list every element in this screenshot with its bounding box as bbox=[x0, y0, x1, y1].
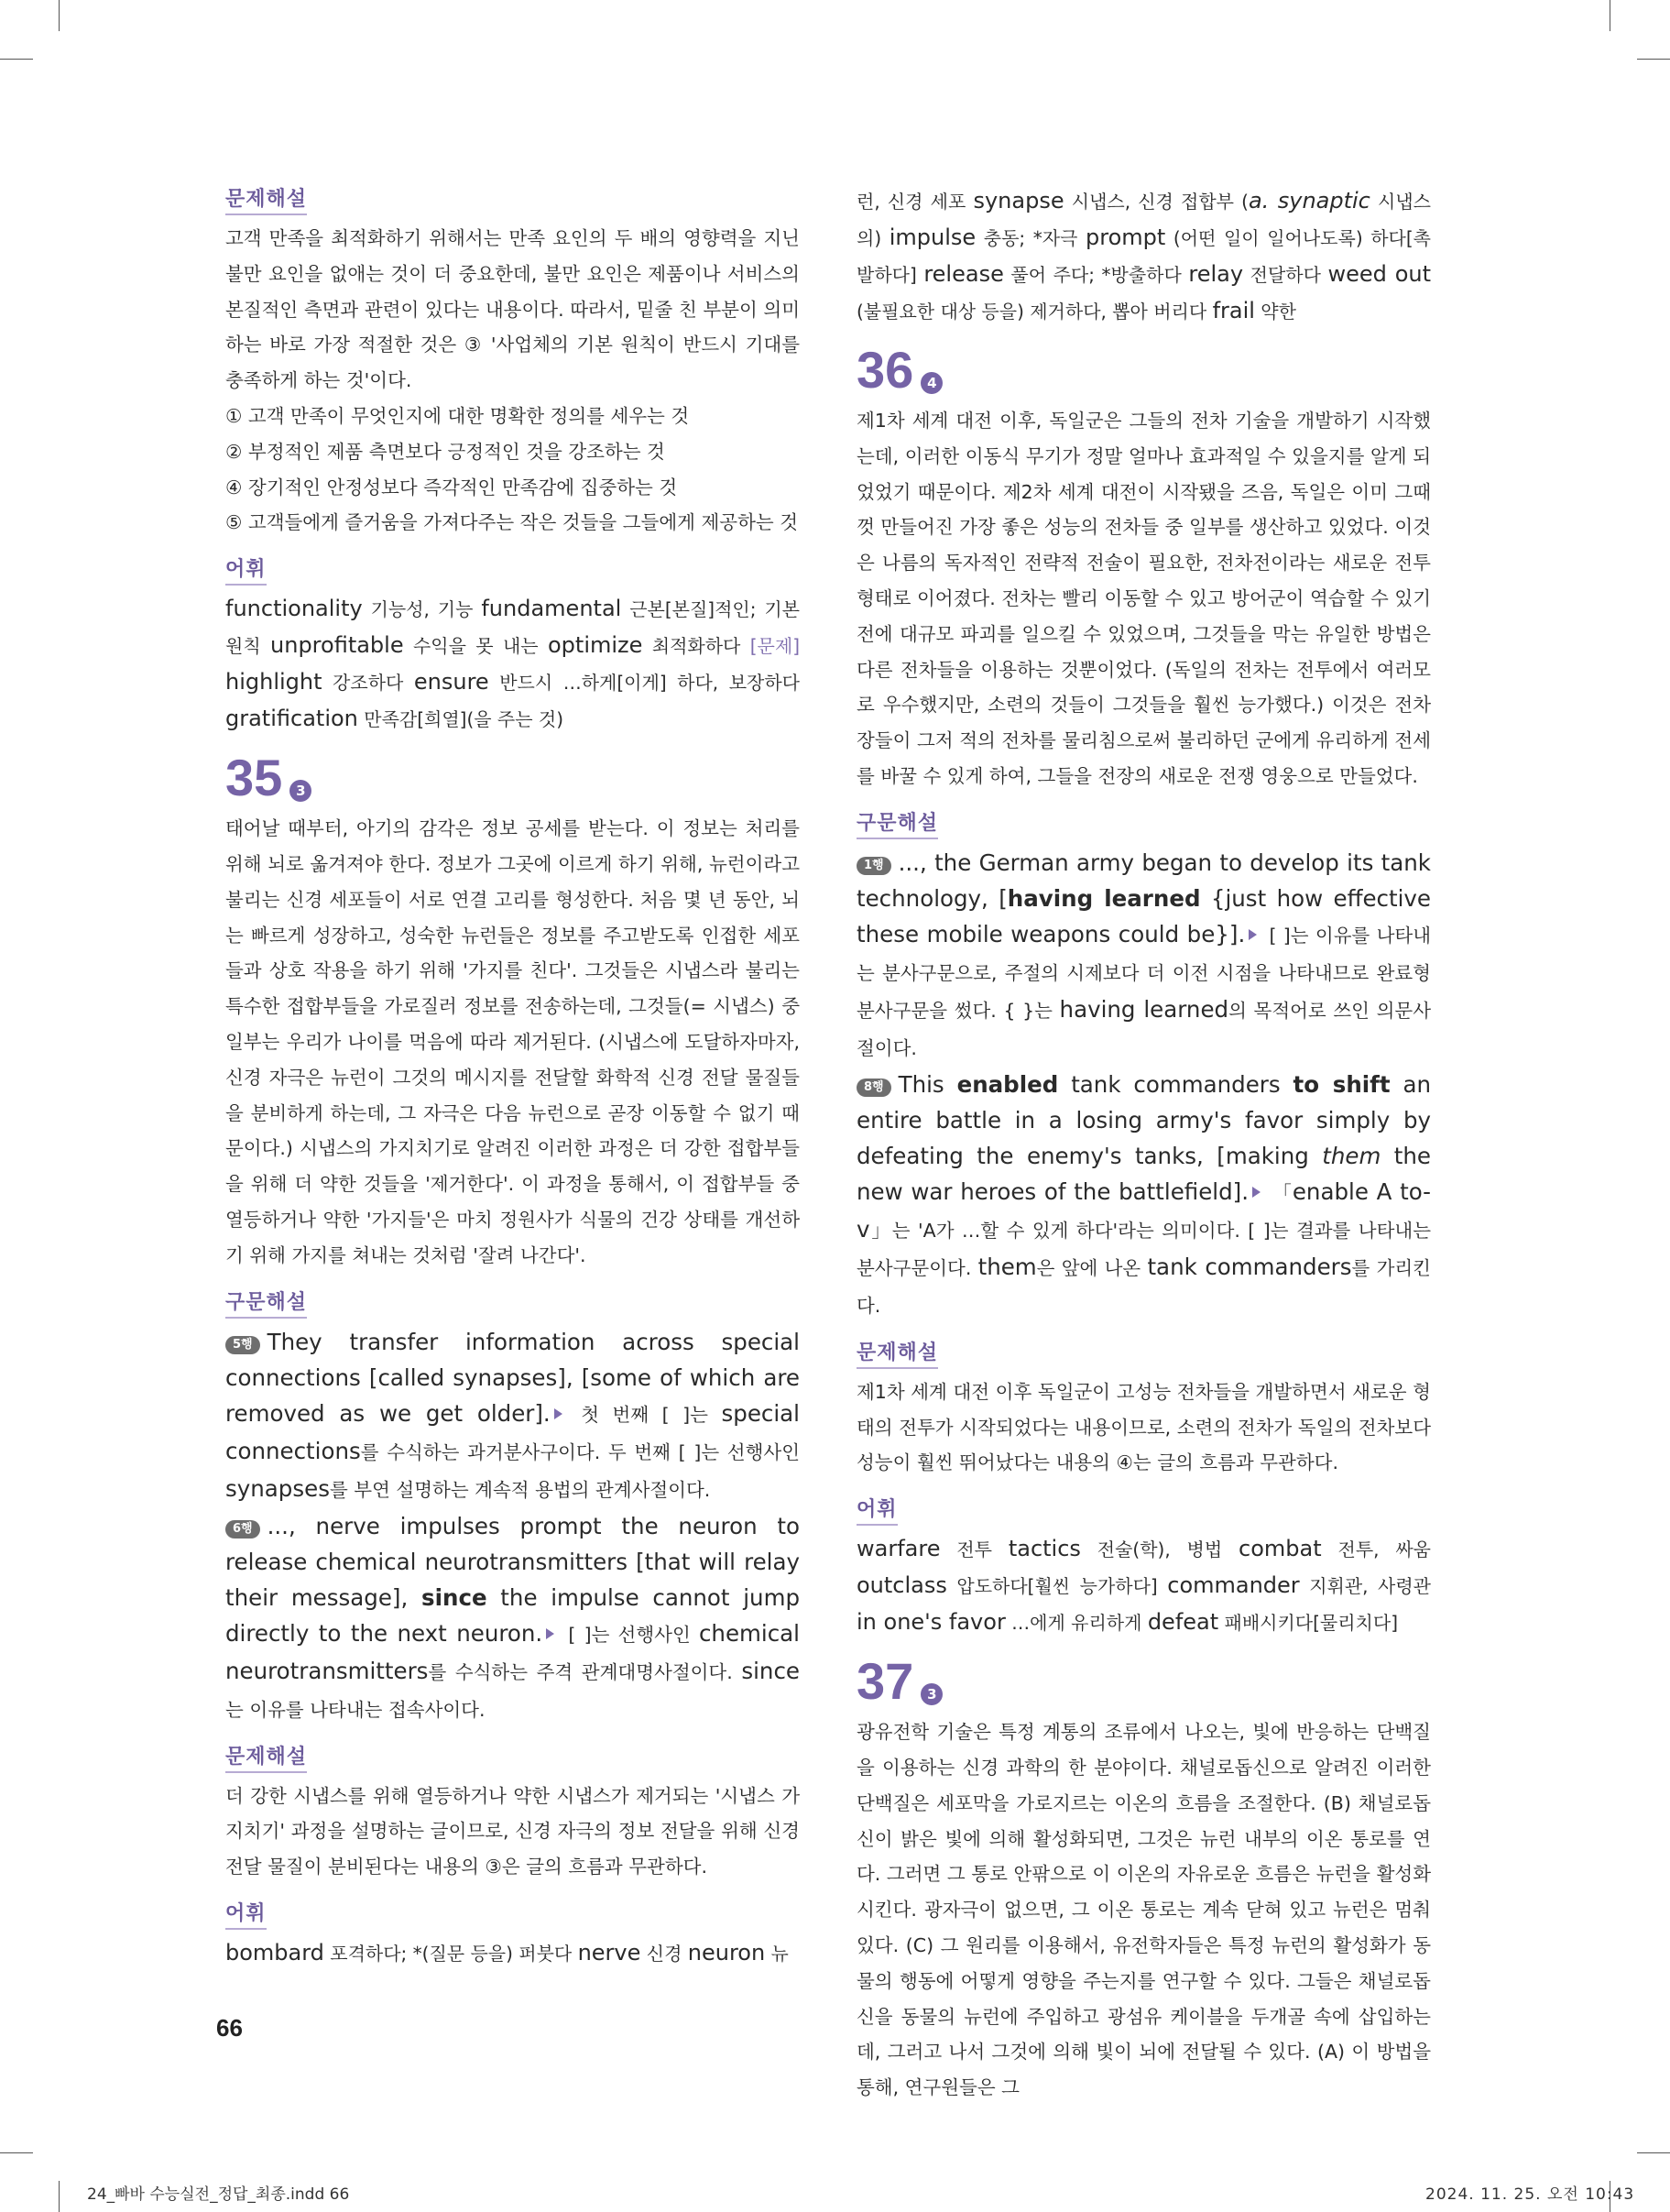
vocab-word: functionality bbox=[225, 596, 363, 622]
section-label-explanation: 문제해설 bbox=[225, 183, 307, 215]
vocab-list bbox=[857, 1531, 1431, 1641]
vocab-word: in one's favor bbox=[857, 1609, 1006, 1636]
vocab-meaning: 전투, 싸움 bbox=[1321, 1539, 1431, 1561]
translation-text: 제1차 세계 대전 이후, 독일군은 그들의 전차 기술을 개발하기 시작했는데, 이러한 이동식 무기가 정말 얼마나 효과적일 수 있을지를 알게 되었었기 때문이다. 제2차 세계 대전이 시작됐을 즈음, 독일은 이미 그때껏 만들어진 가장 좋은 성능의 전차들 중 일부를 생산하고 있었다. 이것은 나름의 독자적인 전략적 전술이 필요한, 전차전이라는 새로운 전투 형태로 이어졌다. 전차는 빨리 이동할 수 있고 방어군이 역습할 수 있기 전에 대규모 파괴를 일으킬 수 있었으며, 그것들을 막는 유일한 방법은 다른 전차들을 이용하는 것뿐이었다. (독일의 전차는 전투에서 여러모로 우수했지만, 소련의 것들이 그것들을 훨씬 능가했다.) 이것은 전차장들이 그저 적의 전차를 물리침으로써 불리하던 군에게 유리하게 전세를 바꿀 수 있게 하여, 그들을 전장의 새로운 전쟁 영웅으로 만들었다. bbox=[857, 410, 1431, 787]
footer-timestamp: 2024. 11. 25. 오전 10:43 bbox=[1425, 2185, 1635, 2204]
triangle-bullet-icon bbox=[1252, 1187, 1261, 1198]
vocab-word: synapse bbox=[973, 188, 1064, 214]
line-tag: 5행 bbox=[225, 1336, 260, 1354]
vocab-word: gratification bbox=[225, 706, 358, 732]
vocab-meaning: 만족감[희열](을 주는 것) bbox=[357, 708, 564, 731]
explanation-text: 고객 만족을 최적화하기 위해서는 만족 요인의 두 배의 영향력을 지닌 불만 요인을 없애는 것이 더 중요한데, 불만 요인은 제품이나 서비스의 본질적인 측면과 관련이 있다는 내용이다. 따라서, 밑줄 친 부분이 의미하는 바로 가장 적절한 것은 ③ '사업체의 기본 원칙이 반드시 기대를 충족하게 하는 것'이다. bbox=[225, 227, 800, 392]
vocab-word: bombard bbox=[225, 1939, 324, 1966]
section-label-explanation: 문제해설 bbox=[857, 1337, 938, 1369]
triangle-bullet-icon bbox=[546, 1628, 554, 1639]
note-text: 를 수식하는 주격 관계대명사절이다. bbox=[428, 1660, 742, 1683]
example-sentence: ..., the German army began to develop its tank technology, [ bbox=[857, 849, 1431, 912]
option-item: ① 고객 만족이 무엇인지에 대한 명확한 정의를 세우는 것 bbox=[225, 404, 690, 427]
note-text: 은 앞에 나온 bbox=[1036, 1256, 1148, 1279]
vocab-tag: [문제] bbox=[749, 635, 800, 658]
vocab-word: combat bbox=[1239, 1536, 1322, 1562]
vocab-meaning: (어떤 일이 일어나도록) 하다[촉발하다] bbox=[857, 227, 1431, 286]
line-tag: 8행 bbox=[857, 1079, 891, 1097]
vocab-meaning: 최적화하다 bbox=[642, 635, 750, 658]
vocab-word: impulse bbox=[889, 224, 977, 250]
vocab-word: release bbox=[923, 261, 1004, 287]
note-text: 첫 번째 [ ]는 bbox=[567, 1403, 722, 1426]
vocab-word: frail bbox=[1212, 298, 1255, 323]
bold-term: having learned bbox=[1007, 884, 1201, 912]
triangle-bullet-icon bbox=[1249, 929, 1257, 940]
vocab-meaning: 강조하다 bbox=[322, 672, 414, 695]
vocab-word: ensure bbox=[413, 669, 489, 695]
bold-term: since bbox=[421, 1583, 487, 1611]
vocab-word: fundamental bbox=[481, 596, 622, 622]
vocab-meaning: 압도하다[훨씬 능가하다] bbox=[946, 1575, 1168, 1598]
vocab-word: unprofitable bbox=[270, 632, 404, 659]
option-item: ⑤ 고객들에게 즐거움을 가져다주는 작은 것들을 그들에게 제공하는 것 bbox=[225, 511, 798, 534]
vocab-word: outclass bbox=[857, 1572, 947, 1599]
crop-mark bbox=[59, 2181, 60, 2212]
vocab-word: prompt bbox=[1086, 224, 1166, 250]
crop-mark bbox=[0, 59, 33, 60]
line-tag: 6행 bbox=[225, 1520, 260, 1539]
note-text: 를 가리킨다. bbox=[857, 1256, 1431, 1317]
vocab-list bbox=[857, 183, 1431, 330]
vocab-meaning: 지휘관, 사령관 bbox=[1299, 1575, 1431, 1598]
answer-badge: 3 bbox=[921, 1683, 943, 1705]
vocab-meaning: 전투 bbox=[940, 1539, 1009, 1561]
note-text: 「 bbox=[1265, 1181, 1293, 1204]
note-term: having learned bbox=[1059, 995, 1229, 1023]
explanation-text: 제1차 세계 대전 이후 독일군이 고성능 전차들을 개발하면서 새로운 형태의 전투가 시작되었다는 내용이므로, 소련의 전차가 독일의 전차보다 성능이 훨씬 뛰어났다는 내용의 ④는 글의 흐름과 무관하다. bbox=[857, 1380, 1431, 1474]
vocab-meaning: 시냅스의) bbox=[857, 191, 1431, 249]
vocab-meaning: 패배시키다[물리치다] bbox=[1218, 1612, 1398, 1635]
section-label-vocab: 어휘 bbox=[225, 553, 267, 586]
explanation-text: 더 강한 시냅스를 위해 열등하거나 약한 시냅스가 제거되는 '시냅스 가지치기' 과정을 설명하는 글이므로, 신경 자극의 정보 전달을 위해 신경 전달 물질이 분비된다는 내용의 ③은 글의 흐름과 무관하다. bbox=[225, 1784, 800, 1878]
vocab-meaning: 포격하다; *(질문 등을) 퍼붓다 bbox=[323, 1942, 578, 1965]
vocab-meaning: 신경 bbox=[640, 1942, 688, 1965]
vocab-meaning: 수익을 못 내는 bbox=[403, 635, 548, 658]
question-header-36 bbox=[857, 343, 1431, 398]
bold-term: to shift bbox=[1293, 1070, 1391, 1098]
note-term: enable A to-v bbox=[857, 1177, 1431, 1243]
question-number: 37 bbox=[857, 1652, 914, 1711]
question-number: 35 bbox=[225, 749, 283, 807]
crop-mark bbox=[1637, 2152, 1670, 2153]
vocab-word: a. synaptic bbox=[1248, 188, 1370, 214]
note-term: since bbox=[741, 1657, 800, 1684]
vocab-meaning: 전달하다 bbox=[1243, 264, 1328, 286]
example-sentence: an entire battle in a losing army's favor simply by defeating the enemy's tanks, [making bbox=[857, 1070, 1431, 1169]
example-sentence: the impulse cannot jump directly to the next neuron. bbox=[225, 1583, 800, 1647]
left-column bbox=[225, 183, 800, 1972]
vocab-meaning: 풀어 주다; *방출하다 bbox=[1003, 264, 1189, 286]
note-term: special connections bbox=[225, 1399, 800, 1464]
note-text: 를 수식하는 과거분사구이다. 두 번째 [ ]는 선행사인 bbox=[360, 1440, 800, 1463]
note-text: 」는 'A가 …할 수 있게 하다'라는 의미이다. [ ]는 결과를 나타내는 분사구문이다. bbox=[857, 1219, 1431, 1279]
vocab-meaning: 시냅스, 신경 접합부 ( bbox=[1064, 191, 1249, 213]
grammar-note bbox=[225, 1508, 800, 1728]
vocab-word: tactics bbox=[1008, 1536, 1081, 1562]
vocab-meaning: (불필요한 대상 등을) 제거하다, 뽑아 버리다 bbox=[857, 301, 1213, 323]
example-sentence: They transfer information across special connections [called synapses], [some of which are removed as we get older]. bbox=[225, 1328, 800, 1427]
vocab-word: commander bbox=[1167, 1572, 1300, 1599]
answer-badge: 3 bbox=[289, 780, 311, 802]
note-term: chemical neurotransmitters bbox=[225, 1619, 800, 1684]
section-label-grammar: 구문해설 bbox=[225, 1287, 307, 1319]
vocab-word: neuron bbox=[687, 1939, 766, 1966]
note-term: tank commanders bbox=[1147, 1253, 1352, 1280]
crop-mark bbox=[0, 2152, 33, 2153]
vocab-meaning: 런, 신경 세포 bbox=[857, 191, 974, 213]
vocab-meaning: 전술(학), 병법 bbox=[1080, 1539, 1239, 1561]
example-sentence: ..., nerve impulses prompt the neuron to release chemical neurotransmitters [that will relay their message], bbox=[225, 1512, 800, 1611]
crop-mark bbox=[59, 0, 60, 31]
answer-badge: 4 bbox=[921, 372, 943, 394]
note-term: them bbox=[977, 1253, 1037, 1280]
note-text: [ ]는 이유를 나타내는 분사구문으로, 주절의 시제보다 더 이전 시점을 나타내므로 완료형 분사구문을 썼다. { }는 bbox=[857, 924, 1431, 1022]
right-column bbox=[857, 183, 1431, 2106]
vocab-meaning: 기능성, 기능 bbox=[362, 598, 482, 621]
vocab-meaning: 약한 bbox=[1254, 301, 1296, 323]
note-text: 의 목적어로 쓰인 의문사절이다. bbox=[857, 999, 1431, 1059]
vocab-word: defeat bbox=[1147, 1609, 1219, 1636]
vocab-word: highlight bbox=[225, 669, 322, 695]
option-item: ② 부정적인 제품 측면보다 긍정적인 것을 강조하는 것 bbox=[225, 440, 665, 463]
vocab-meaning: 반드시 …하게[이게] 하다, 보장하다 bbox=[488, 672, 800, 695]
grammar-note bbox=[857, 1067, 1431, 1324]
section-label-vocab: 어휘 bbox=[857, 1494, 898, 1526]
option-item: ④ 장기적인 안정성보다 즉각적인 만족감에 집중하는 것 bbox=[225, 476, 678, 498]
example-sentence: the new war heroes of the battlefield]. bbox=[857, 1142, 1431, 1205]
translation-text: 광유전학 기술은 특정 계통의 조류에서 나오는, 빛에 반응하는 단백질을 이용하는 신경 과학의 한 분야이다. 채널로돕신으로 알려진 이러한 단백질은 세포막을 가로지르는 이온의 흐름을 조절한다. (B) 채널로돕신이 밝은 빛에 의해 활성화되면, 그것은 뉴런 내부의 이온 통로를 연다. 그러면 그 통로 안팎으로 이 이온의 자유로운 흐름은 뉴런을 활성화시킨다. 광자극이 없으면, 그 이온 통로는 계속 닫혀 있고 뉴런은 멈춰있다. (C) 그 원리를 이용해서, 유전학자들은 특정 뉴런의 활성화가 동물의 행동에 어떻게 영향을 주는지를 연구할 수 있다. 그들은 채널로돕신을 동물의 뉴런에 주입하고 광섬유 케이블을 두개골 속에 삽입하는데, 그러고 나서 그것에 의해 빛이 뇌에 전달될 수 있다. (A) 이 방법을 통해, 연구원들은 그 bbox=[857, 1721, 1431, 2099]
example-sentence: {just how effective these mobile weapons could be}]. bbox=[857, 884, 1431, 947]
crop-mark bbox=[1637, 59, 1670, 60]
note-text: 는 이유를 나타내는 접속사이다. bbox=[225, 1698, 486, 1721]
question-header-37 bbox=[857, 1654, 1431, 1709]
question-header-35 bbox=[225, 750, 800, 805]
translation-text: 태어날 때부터, 아기의 감각은 정보 공세를 받는다. 이 정보는 처리를 위해 뇌로 옮겨져야 한다. 정보가 그곳에 이르게 하기 위해, 뉴런이라고 불리는 신경 세포들이 서로 연결 고리를 형성한다. 처음 몇 년 동안, 뇌는 빠르게 성장하고, 성숙한 뉴런들은 정보를 주고받도록 인접한 세포들과 상호 작용을 하기 위해 '가지를 친다'. 그것들은 시냅스라 불리는 특수한 접합부들을 가로질러 정보를 전송하는데, 그것들(= 시냅스) 중 일부는 우리가 나이를 먹음에 따라 제거된다. (시냅스에 도달하자마자, 신경 자극은 뉴런이 그것의 메시지를 전달할 화학적 신경 전달 물질들을 분비하게 하는데, 그 자극은 다음 뉴런으로 곧장 이동할 수 없기 때문이다.) 시냅스의 가지치기로 알려진 이러한 과정은 더 강한 접합부들을 위해 더 약한 것들을 '제거한다'. 이 과정을 통해서, 이 접합부들 중 열등하거나 약한 '가지들'은 마치 정원사가 식물의 건강 상태를 개선하기 위해 가지를 쳐내는 것처럼 '잘려 나간다'. bbox=[225, 817, 800, 1266]
vocab-list bbox=[225, 1935, 800, 1972]
vocab-list bbox=[225, 591, 800, 738]
note-text: 를 부연 설명하는 계속적 용법의 관계사절이다. bbox=[329, 1478, 711, 1501]
section-label-grammar: 구문해설 bbox=[857, 807, 938, 839]
note-text: [ ]는 선행사인 bbox=[560, 1623, 699, 1646]
triangle-bullet-icon bbox=[554, 1408, 562, 1419]
vocab-meaning: 충동; *자극 bbox=[976, 227, 1086, 249]
section-label-explanation: 문제해설 bbox=[225, 1741, 307, 1773]
line-tag: 1행 bbox=[857, 857, 891, 875]
grammar-note bbox=[857, 845, 1431, 1067]
note-term: synapses bbox=[225, 1474, 330, 1502]
vocab-word: warfare bbox=[857, 1536, 941, 1562]
vocab-meaning: 근본[본질]적인; 기본 원칙 bbox=[225, 598, 801, 658]
vocab-meaning: 뉴 bbox=[765, 1942, 789, 1965]
vocab-word: optimize bbox=[548, 632, 643, 659]
example-sentence: tank commanders bbox=[1058, 1070, 1293, 1098]
grammar-note bbox=[225, 1324, 800, 1508]
question-number: 36 bbox=[857, 341, 914, 399]
vocab-meaning: …에게 유리하게 bbox=[1005, 1612, 1148, 1635]
italic-term: them bbox=[1322, 1142, 1381, 1169]
footer-file-info: 24_빠바 수능실전_정답_최종.indd 66 bbox=[87, 2185, 350, 2204]
vocab-word: relay bbox=[1188, 261, 1244, 287]
example-sentence: This bbox=[898, 1070, 957, 1098]
vocab-word: weed out bbox=[1327, 261, 1432, 287]
page-number: 66 bbox=[216, 2014, 243, 2042]
bold-term: enabled bbox=[956, 1070, 1059, 1098]
section-label-vocab: 어휘 bbox=[225, 1898, 267, 1930]
vocab-word: nerve bbox=[577, 1939, 641, 1966]
